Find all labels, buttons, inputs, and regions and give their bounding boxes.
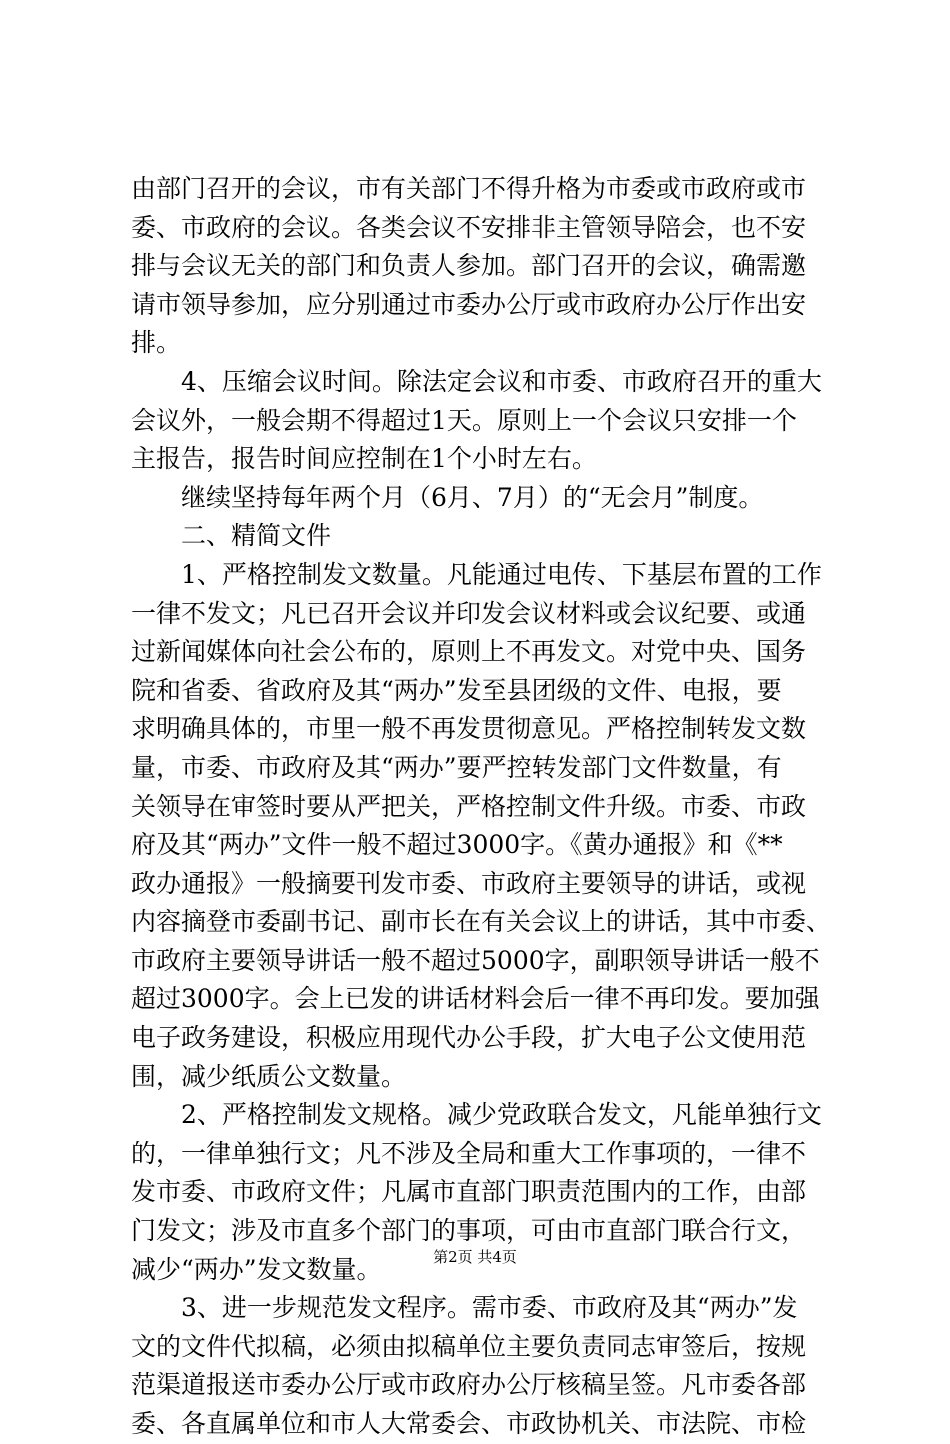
text-line: 主报告，报告时间应控制在1个小时左右。 xyxy=(131,444,597,474)
text-line: 院和省委、省政府及其“两办”发至县团级的文件、电报，要 xyxy=(131,675,782,705)
text-line: 3、进一步规范发文程序。需市委、市政府及其“两办”发 xyxy=(181,1293,798,1323)
text-line: 文的文件代拟稿，必须由拟稿单位主要负责同志审签后，按规 xyxy=(131,1331,807,1361)
text-line: 府及其“两办”文件一般不超过3000字。《黄办通报》和《** xyxy=(131,830,783,860)
text-line: 发市委、市政府文件；凡属市直部门职责范围内的工作，由部 xyxy=(131,1177,807,1207)
text-line: 电子政务建设，积极应用现代办公手段，扩大电子公文使用范 xyxy=(131,1023,807,1053)
text-line: 过新闻媒体向社会公布的，原则上不再发文。对党中央、国务 xyxy=(131,637,807,667)
page-number-footer: 第2页 共4页 xyxy=(433,1248,517,1266)
text-line: 4、压缩会议时间。除法定会议和市委、市政府召开的重大 xyxy=(181,366,822,396)
text-line: 委、各直属单位和市人大常委会、市政协机关、市法院、市检 xyxy=(131,1409,807,1438)
text-line: 1、严格控制发文数量。凡能通过电传、下基层布置的工作 xyxy=(181,559,822,589)
text-line: 围，减少纸质公文数量。 xyxy=(131,1061,407,1091)
text-line: 市政府主要领导讲话一般不超过5000字，副职领导讲话一般不 xyxy=(131,945,820,975)
text-line: 求明确具体的，市里一般不再发贯彻意见。严格控制转发文数 xyxy=(131,714,807,744)
text-line: 政办通报》一般摘要刊发市委、市政府主要领导的讲话，或视 xyxy=(131,868,807,898)
text-line: 减少“两办”发文数量。 xyxy=(131,1254,382,1284)
text-line: 内容摘登市委副书记、副市长在有关会议上的讲话，其中市委、 xyxy=(131,907,831,937)
text-line: 继续坚持每年两个月（6月、7月）的“无会月”制度。 xyxy=(181,482,764,512)
text-line: 排与会议无关的部门和负责人参加。部门召开的会议，确需邀 xyxy=(131,251,807,281)
text-line: 量，市委、市政府及其“两办”要严控转发部门文件数量，有 xyxy=(131,752,782,782)
text-line: 委、市政府的会议。各类会议不安排非主管领导陪会，也不安 xyxy=(131,212,807,242)
text-line: 由部门召开的会议，市有关部门不得升格为市委或市政府或市 xyxy=(131,174,807,203)
text-line: 范渠道报送市委办公厅或市政府办公厅核稿呈签。凡市委各部 xyxy=(131,1370,807,1400)
text-line: 2、严格控制发文规格。减少党政联合发文，凡能单独行文 xyxy=(181,1100,822,1130)
text-line: 关领导在审签时要从严把关，严格控制文件升级。市委、市政 xyxy=(131,791,807,821)
text-line: 请市领导参加，应分别通过市委办公厅或市政府办公厅作出安 xyxy=(131,289,807,319)
text-line: 排。 xyxy=(131,328,182,358)
text-line: 会议外，一般会期不得超过1天。原则上一个会议只安排一个 xyxy=(131,405,797,435)
text-line: 超过3000字。会上已发的讲话材料会后一律不再印发。要加强 xyxy=(131,984,820,1014)
text-line: 的，一律单独行文；凡不涉及全局和重大工作事项的，一律不 xyxy=(131,1138,807,1168)
text-line: 门发文；涉及市直多个部门的事项，可由市直部门联合行文， xyxy=(131,1216,807,1246)
text-line: 一律不发文；凡已召开会议并印发会议材料或会议纪要、或通 xyxy=(131,598,807,628)
text-line: 二、精简文件 xyxy=(181,521,332,551)
